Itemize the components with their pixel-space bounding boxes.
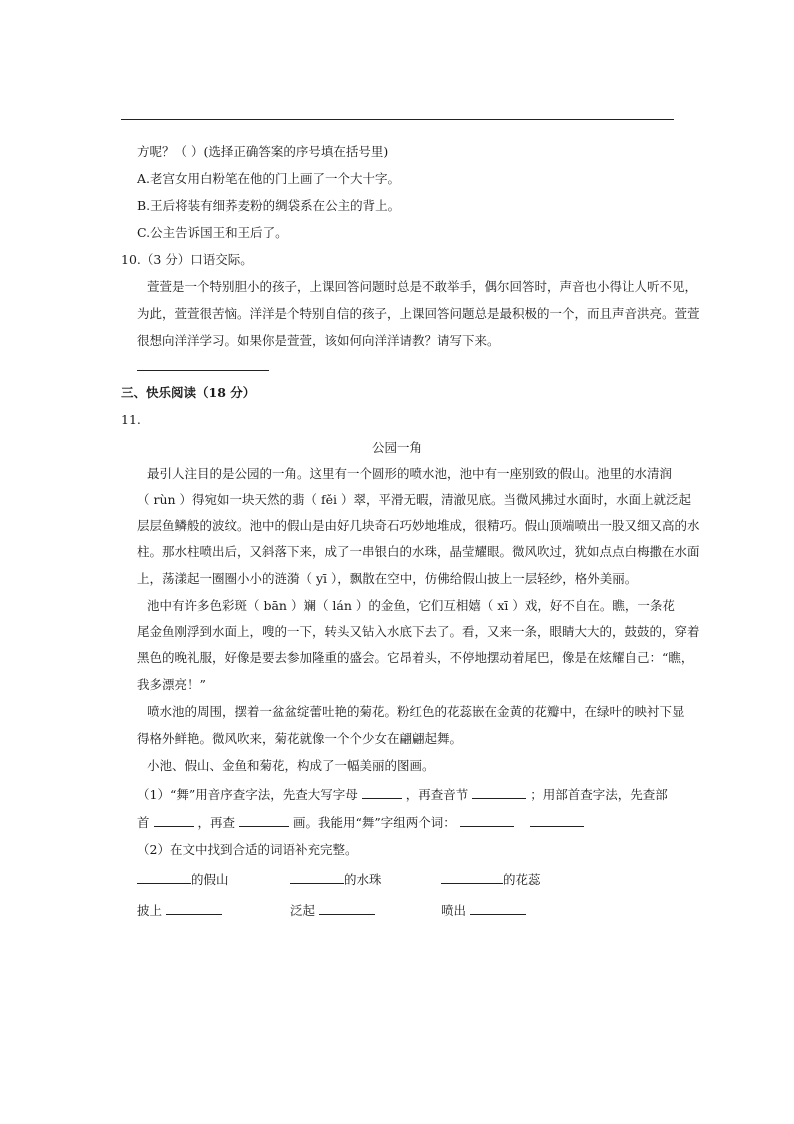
q9-option-b: B.王后将装有细荞麦粉的绸袋系在公主的背上。 bbox=[137, 198, 401, 213]
passage-line: 黑色的晚礼服，好像是要去参加隆重的盛会。它昂着头，不停地摆动着尾巴，像是在炫耀自己：“瞧， bbox=[137, 650, 694, 665]
fill-item: 披上 bbox=[137, 902, 222, 919]
fill-blank[interactable] bbox=[137, 871, 191, 884]
q11-sub2-title: （2）在文中找到合适的词语补充完整。 bbox=[137, 842, 358, 857]
header-rule bbox=[121, 119, 674, 120]
fill-blank[interactable] bbox=[290, 871, 344, 884]
fill-item: 的假山 bbox=[137, 871, 229, 888]
fill-item: 泛起 bbox=[290, 902, 375, 919]
passage-line: 上，荡漾起一圈圈小小的涟漪（ yī ），飘散在空中，仿佛给假山披上一层轻纱，格外美丽。 bbox=[137, 571, 638, 586]
q10-paragraph-line: 为此，萱萱很苦恼。洋洋是个特别自信的孩子，上课回答问题总是最积极的一个，而且声音洪亮。萱萱 bbox=[137, 306, 700, 321]
q10-paragraph-line: 很想向洋洋学习。如果你是萱萱，该如何向洋洋请教？请写下来。 bbox=[137, 333, 500, 348]
fill-item: 的水珠 bbox=[290, 871, 382, 888]
blank-word-1[interactable] bbox=[460, 814, 514, 827]
blank-syllable[interactable] bbox=[472, 786, 526, 799]
passage-line: 我多漂亮！” bbox=[137, 677, 206, 692]
fill-blank[interactable] bbox=[319, 902, 375, 915]
passage-line: 小池、假山、金鱼和菊花，构成了一幅美丽的图画。 bbox=[147, 758, 435, 773]
passage-line: 喷水池的周围，摆着一盆盆绽蕾吐艳的菊花。粉红色的花蕊嵌在金黄的花瓣中，在绿叶的映衬下显 bbox=[147, 704, 685, 719]
passage-line: 层层鱼鳞般的波纹。池中的假山是由好几块奇石巧妙地堆成，很精巧。假山顶端喷出一股又细又高的水 bbox=[137, 518, 700, 533]
q9-stem: 方呢？（ ）(选择正确答案的序号填在括号里) bbox=[137, 144, 389, 159]
blank-letter[interactable] bbox=[362, 786, 402, 799]
q11-sub1-line1: （1）“舞”用音序查字法，先查大写字母 ，再查音节 ；用部首查字法，先查部 bbox=[137, 787, 668, 802]
q10-answer-line[interactable] bbox=[137, 370, 269, 371]
q10-title: 10.（3 分）口语交际。 bbox=[121, 252, 253, 267]
passage-line: 尾金鱼刚浮到水面上，嗖的一下，转头又钻入水底下去了。看，又来一条，眼睛大大的，鼓鼓的，穿着 bbox=[137, 624, 700, 639]
q10-paragraph-line: 萱萱是一个特别胆小的孩子，上课回答问题时总是不敢举手，偶尔回答时，声音也小得让人听不见， bbox=[147, 279, 698, 294]
fill-blank[interactable] bbox=[166, 902, 222, 915]
section-heading: 三、快乐阅读（18 分） bbox=[121, 385, 256, 400]
passage-line: 得格外鲜艳。微风吹来，菊花就像一个个少女在翩翩起舞。 bbox=[137, 731, 463, 746]
blank-word-2[interactable] bbox=[530, 814, 584, 827]
fill-item: 的花蕊 bbox=[441, 871, 541, 888]
passage-line: 池中有许多色彩斑（ bān ）斓（ lán ）的金鱼，它们互相嬉（ xī ）戏，好不自在。瞧，一条花 bbox=[147, 598, 675, 613]
passage-title: 公园一角 bbox=[371, 440, 422, 455]
q9-option-c: C.公主告诉国王和王后了。 bbox=[137, 225, 288, 240]
blank-strokes[interactable] bbox=[239, 814, 289, 827]
q9-option-a: A.老宫女用白粉笔在他的门上画了一个大十字。 bbox=[137, 171, 401, 186]
fill-item: 喷出 bbox=[441, 902, 526, 919]
fill-blank[interactable] bbox=[441, 871, 503, 884]
passage-line: 最引人注目的是公园的一角。这里有一个圆形的喷水池，池中有一座别致的假山。池里的水清润 bbox=[147, 466, 673, 481]
blank-radical[interactable] bbox=[154, 814, 194, 827]
passage-line: （ rùn ）得宛如一块天然的翡（ fěi ）翠，平滑无暇，清澈见底。当微风拂过水面时，水面上就泛起 bbox=[137, 492, 691, 507]
fill-blank[interactable] bbox=[470, 902, 526, 915]
q11-number: 11. bbox=[121, 412, 141, 427]
passage-line: 柱。那水柱喷出后，又斜落下来，成了一串银白的水珠，晶莹耀眼。微风吹过，犹如点点白梅撒在水面 bbox=[137, 544, 700, 559]
q11-sub1-line2: 首 ，再查 画。我能用“舞”字组两个词： bbox=[137, 814, 584, 831]
